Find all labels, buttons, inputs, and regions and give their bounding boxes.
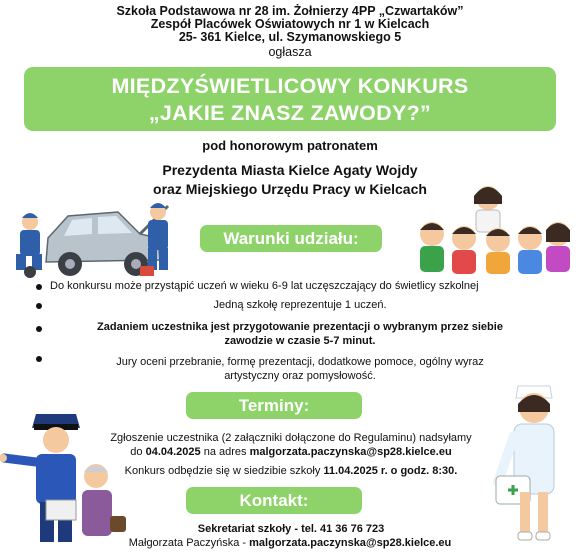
coordinator-email: malgorzata.paczynska@sp28.kielce.eu: [249, 537, 452, 549]
condition-jury-line2: artystyczny oraz pomysłowość.: [224, 370, 376, 382]
school-complex: Zespół Placówek Oświatowych nr 1 w Kielcach: [150, 17, 430, 31]
contest-title-banner: [24, 67, 556, 131]
patronage-label: pod honorowym patronatem: [202, 138, 378, 153]
condition-task-line2: zawodzie w czasie 5-7 minut.: [224, 335, 376, 347]
contest-title-line2: „JAKIE ZNASZ ZAWODY?”: [148, 101, 432, 125]
mechanics-illustration: [8, 198, 188, 282]
condition-age: Do konkursu może przystąpić uczeń w wieku 6-9 lat uczęszczający do świetlicy szkolnej: [50, 280, 479, 292]
deadlines-submission-line1: Zgłoszenie uczestnika (2 załączniki dołączone do Regulaminu) nadsyłamy: [110, 432, 472, 444]
school-name: Szkoła Podstawowa nr 28 im. Żołnierzy 4PP „Czwartaków”: [116, 4, 464, 18]
contest-title-line1: MIĘDZYŚWIETLICOWY KONKURS: [111, 74, 469, 98]
contact-heading: Kontakt:: [186, 487, 362, 514]
patron-labour-office: oraz Miejskiego Urzędu Pracy w Kielcach: [153, 181, 427, 197]
patron-mayor: Prezydenta Miasta Kielce Agaty Wojdy: [162, 162, 418, 178]
submission-email: malgorzata.paczynska@sp28.kielce.eu: [249, 446, 452, 458]
contact-secretariat: Sekretariat szkoły - tel. 41 36 76 723: [197, 523, 385, 535]
contest-date: 11.04.2025 r. o godz. 8:30.: [323, 465, 458, 477]
condition-one-per-school: Jedną szkołę reprezentuje 1 uczeń.: [213, 299, 387, 311]
deadlines-submission-line2: do 04.04.2025 na adres malgorzata.paczynska@sp28.kielce.eu: [130, 446, 452, 458]
condition-task-line1: Zadaniem uczestnika jest przygotowanie prezentacji o wybranym przez siebie: [97, 321, 503, 333]
school-address: 25- 361 Kielce, ul. Szymanowskiego 5: [178, 30, 402, 44]
conditions-heading: Warunki udziału:: [200, 225, 382, 252]
submission-date: 04.04.2025: [145, 446, 201, 458]
contest-date-line: Konkurs odbędzie się w siedzibie szkoły 11.04.2025 r. o godz. 8:30.: [124, 465, 458, 477]
announces-label: ogłasza: [268, 45, 312, 59]
children-group-illustration: [412, 178, 574, 278]
deadlines-heading: Terminy:: [186, 392, 362, 419]
bullet-1: [36, 284, 42, 290]
condition-jury-line1: Jury oceni przebranie, formę prezentacji, dodatkowe pomoce, ogólny wyraz: [116, 356, 484, 368]
contact-coordinator: Małgorzata Paczyńska - malgorzata.paczynska@sp28.kielce.eu: [128, 537, 452, 549]
